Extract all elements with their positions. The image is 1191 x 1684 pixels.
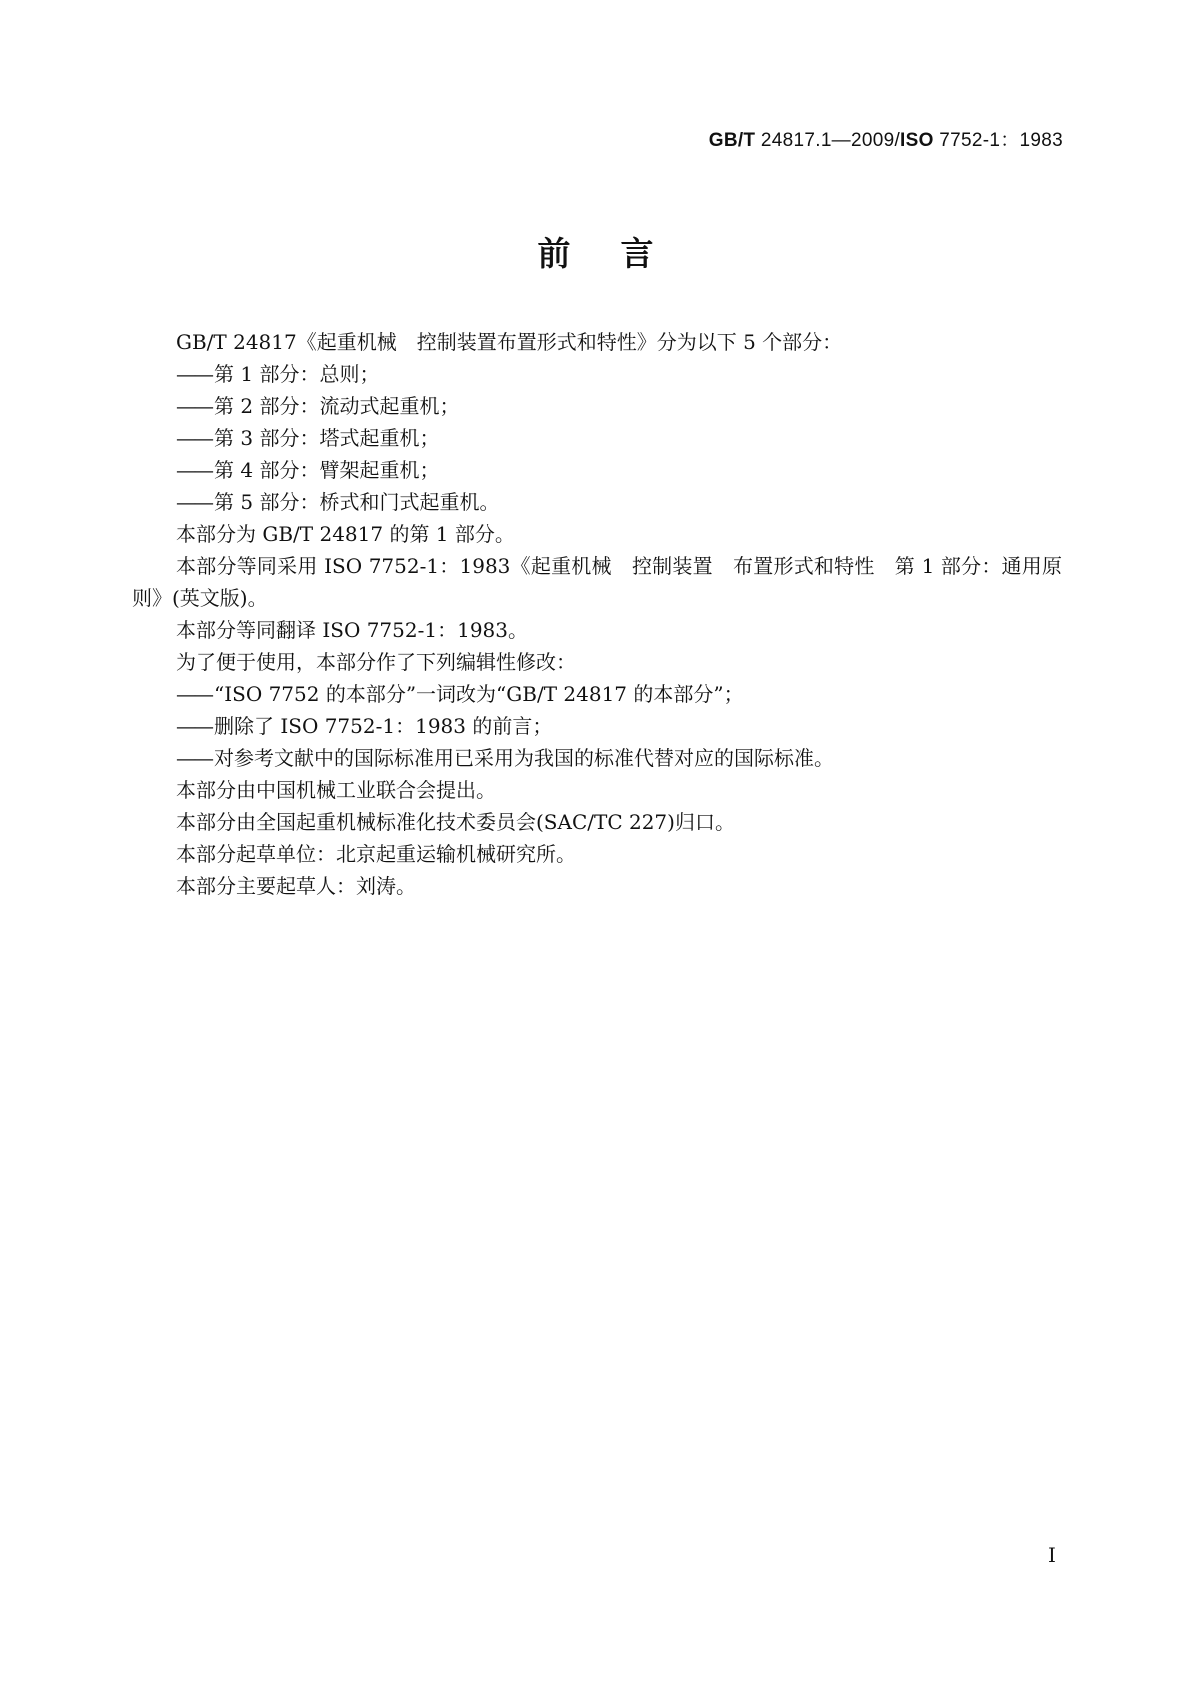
paragraph-adoption: 本部分等同采用 ISO 7752-1：1983《起重机械 控制装置 布置形式和特性 第 1 部分：通用原则》(英文版)。 [132,554,1062,610]
list-item-edit-2: —— 删除了 ISO 7752-1：1983 的前言； [132,710,1062,742]
paragraph-drafters: 本部分主要起草人：刘涛。 [176,874,416,898]
page-number: I [1048,1543,1056,1567]
foreword-body [132,326,1062,902]
list-item-part-5: —— 第 5 部分：桥式和门式起重机。 [132,486,1062,518]
standard-code-iso: ISO [900,130,934,151]
paragraph-drafting-unit: 本部分起草单位：北京起重运输机械研究所。 [176,842,576,866]
list-item-edit-1: —— “ISO 7752 的本部分”一词改为“GB/T 24817 的本部分”； [132,678,1062,710]
list-item-part-3: —— 第 3 部分：塔式起重机； [132,422,1062,454]
paragraph-proposer: 本部分由中国机械工业联合会提出。 [176,778,496,802]
list-item-part-2: —— 第 2 部分：流动式起重机； [132,390,1062,422]
list-item-part-4: —— 第 4 部分：臂架起重机； [132,454,1062,486]
paragraph-this-part: 本部分为 GB/T 24817 的第 1 部分。 [176,522,515,546]
paragraph-translation: 本部分等同翻译 ISO 7752-1：1983。 [176,618,528,642]
paragraph-committee: 本部分由全国起重机械标准化技术委员会(SAC/TC 227)归口。 [176,810,735,834]
standard-code-header [709,125,1063,152]
standard-code-number: 24817.1—2009/ [755,130,901,151]
list-item-part-1: —— 第 1 部分：总则； [132,358,1062,390]
list-item-edit-3: —— 对参考文献中的国际标准用已采用为我国的标准代替对应的国际标准。 [132,742,1062,774]
paragraph-parts-intro: GB/T 24817《起重机械 控制装置布置形式和特性》分为以下 5 个部分： [176,330,843,354]
standard-code-iso-number: 7752-1：1983 [933,130,1063,151]
paragraph-edits-intro: 为了便于使用，本部分作了下列编辑性修改： [176,650,576,674]
page-title: 前言 [537,234,704,273]
standard-code-gb: GB/T [708,130,756,151]
